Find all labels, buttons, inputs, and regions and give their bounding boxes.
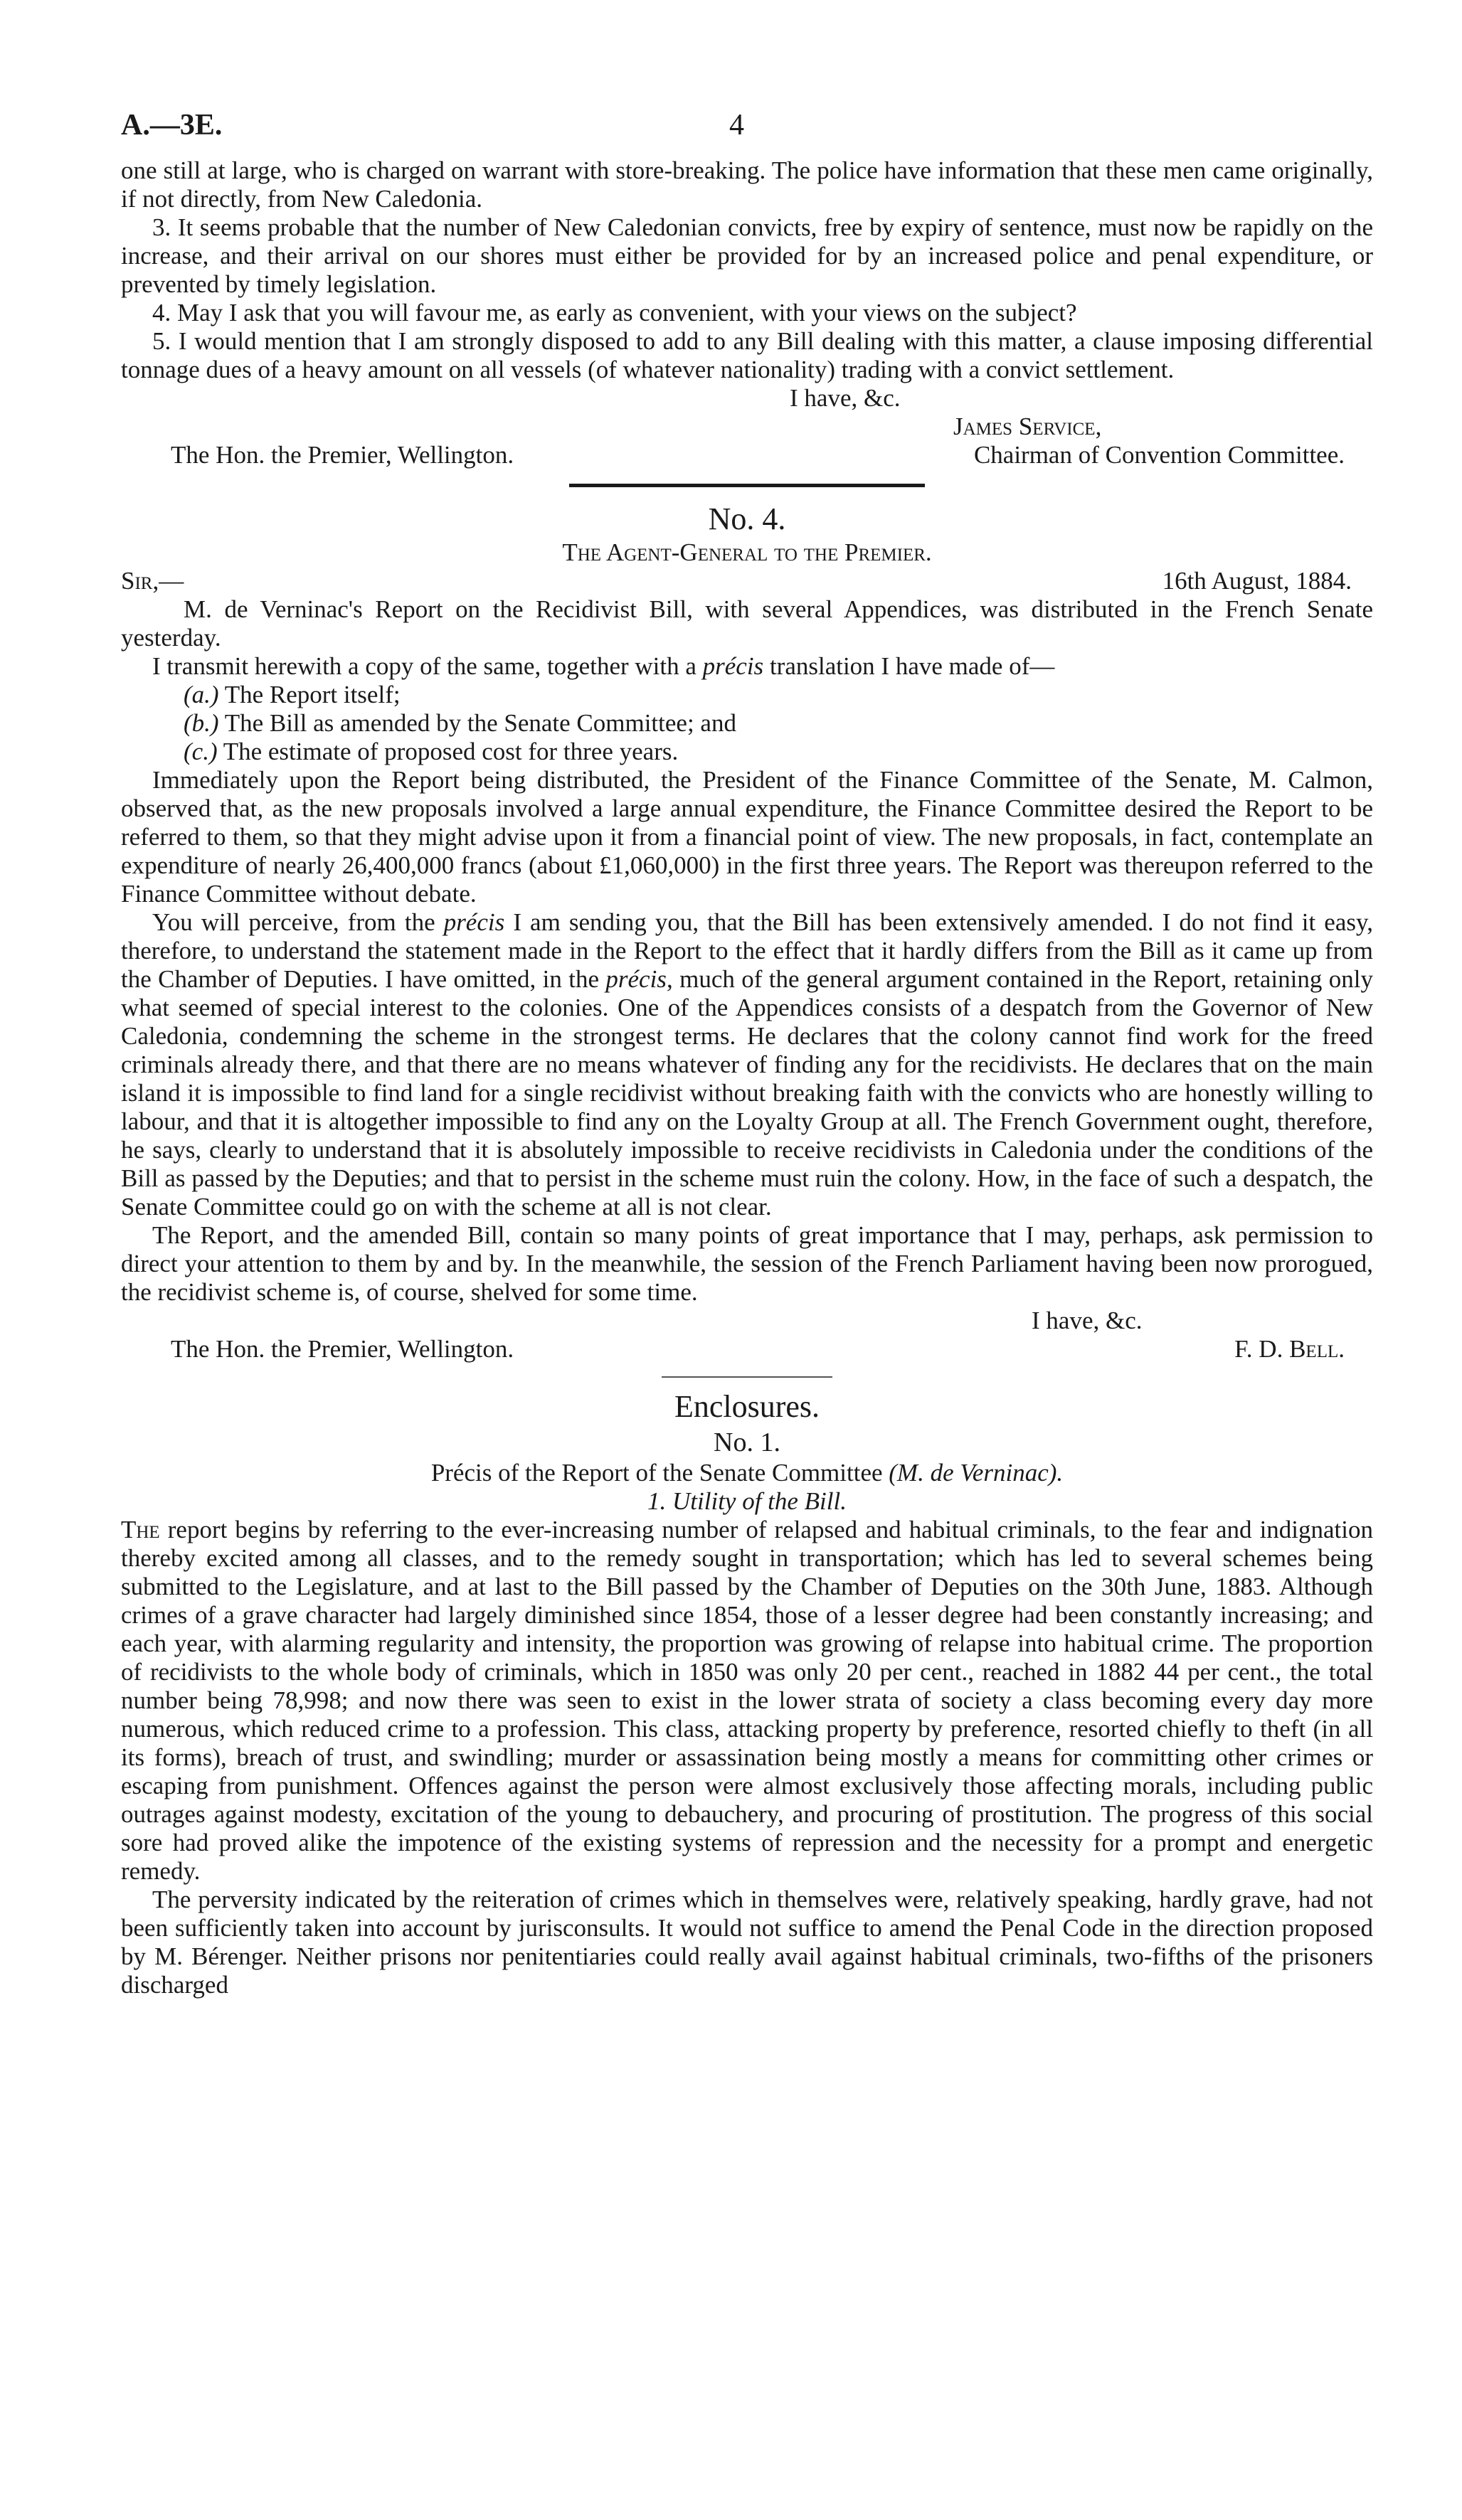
letter-paragraph: 3. It seems probable that the number of New Caledonian convicts, free by expiry of sentence, must now be rapidly on the increase, and their arrival on our shores must either be provided for by an increased police and penal expenditure, or prevented by timely legislation. [121, 213, 1373, 298]
closing: I have, &c. [790, 384, 901, 412]
letter-paragraph: M. de Verninac's Report on the Recidivist Bill, with several Appendices, was distributed in the French Senate yesterday. [121, 595, 1373, 652]
page-header [121, 107, 1373, 156]
addressee: The Hon. the Premier, Wellington. [171, 441, 514, 469]
letter-paragraph: Immediately upon the Report being distributed, the President of the Finance Committee of the Senate, M. Calmon, observed that, as the new proposals involved a large annual expenditure, the Finance Committee desired the Report to be referred to them, so that they might advise upon it from a financial point of view. The new proposals, in fact, contemplate an expenditure of nearly 26,400,000 francs (about £1,060,000) in the first three years. The Report was thereupon referred to the Finance Committee without debate. [121, 766, 1373, 908]
body-paragraph: The report begins by referring to the ever-increasing number of relapsed and habitual criminals, to the fear and indignation thereby excited among all classes, and to the remedy sought in transportation; which has led to several schemes being submitted to the Legislature, and at last to the Bill passed by the Chamber of Deputies on the 30th June, 1883. Although crimes of a grave character had largely diminished since 1854, those of a lesser degree had been constantly increasing; and each year, with alarming regularity and intensity, the proportion was growing of relapse into habitual crime. The proportion of recidivists to the whole body of criminals, which in 1850 was only 20 per cent., reached in 1882 44 per cent., the total number being 78,998; and now there was seen to exist in the lower strata of society a class becoming every day more numerous, which reduced crime to a profession. This class, attacking property by preference, resorted chiefly to theft (in all its forms), breach of trust, and swindling; murder or assassination being mostly a means for committing other crimes or escaping from punishment. Offences against the person were almost exclusively those affecting morals, including public outrages against modesty, excitation of the young to debauchery, and procuring of prostitution. The progress of this social sore had proved alike the impotence of the existing systems of repression and the necessity for a prompt and energetic remedy. [121, 1516, 1373, 1885]
list-item: (c.) The estimate of proposed cost for three years. [184, 738, 679, 765]
page-number: 4 [729, 109, 744, 142]
salutation: Sir,— [121, 567, 184, 595]
letter-paragraph: You will perceive, from the précis I am sending you, that the Bill has been extensively amended. I do not find it easy, therefore, to understand the statement made in the Report to the effect that it hardly differs from the Bill as it came up from the Chamber of Deputies. I have omitted, in the précis, much of the general argument contained in the Report, retaining only what seemed of special interest to the colonies. One of the Appendices consists of a despatch from the Governor of New Caledonia, condemning the scheme in the strongest terms. He declares that the colony cannot find work for the freed criminals already there, and that there are no means whatever of finding any for the recidivists. He declares that on the main island it is impossible to find land for a single recidivist without breaking faith with the convicts who are honestly willing to labour, and that it is altogether impossible to find any on the Loyalty Group at all. The French Government ought, therefore, he says, clearly to understand that it is absolutely impossible to receive recidivists in Caledonia under the conditions of the Bill as passed by the Deputies; and that to persist in the scheme must ruin the colony. How, in the face of such a despatch, the Senate Committee could go on with the scheme at all is not clear. [121, 908, 1373, 1221]
letter-paragraph: The Report, and the amended Bill, contain so many points of great importance that I may, perhaps, ask permission to direct your attention to them by and by. In the meanwhile, the session of the French Parliament having been now prorogued, the recidivist scheme is, of course, shelved for some time. [121, 1221, 1373, 1306]
body-paragraph: The perversity indicated by the reiteration of crimes which in themselves were, relatively speaking, hardly grave, had not been sufficiently taken into account by jurisconsults. It would not suffice to amend the Penal Code in the direction proposed by M. Bérenger. Neither prisons nor penitentiaries could really avail against habitual criminals, two-fifths of the prisoners discharged [121, 1886, 1373, 1999]
closing-row [121, 1307, 1373, 1335]
signatory-name: F. D. Bell. [1234, 1335, 1345, 1363]
letter-paragraph: one still at large, who is charged on warrant with store-breaking. The police have information that these men came originally, if not directly, from New Caledonia. [121, 156, 1373, 213]
letter-from-to: The Agent-General to the Premier. [562, 538, 932, 566]
signatory-row [121, 413, 1373, 441]
addressee: The Hon. the Premier, Wellington. [171, 1335, 514, 1363]
document-page [121, 107, 1373, 1999]
addressee-row [121, 1335, 1373, 1363]
signatory-title: Chairman of Convention Committee. [973, 441, 1345, 469]
letter-paragraph: I transmit herewith a copy of the same, together with a précis translation I have made of— [152, 652, 1055, 680]
section-divider [662, 1376, 832, 1378]
list-item: (a.) The Report itself; [184, 681, 401, 708]
letter-number-heading: No. 4. [708, 501, 786, 536]
addressee-row [121, 441, 1373, 469]
section-heading: 1. Utility of the Bill. [647, 1487, 847, 1515]
salutation-row [121, 567, 1373, 595]
letter-paragraph: 5. I would mention that I am strongly disposed to add to any Bill dealing with this matter, a clause imposing differential tonnage dues of a heavy amount on all vessels (of whatever nationality) trading with a convict settlement. [121, 327, 1373, 383]
letter-date: 16th August, 1884. [1162, 567, 1352, 595]
enclosures-heading: Enclosures. [674, 1389, 820, 1424]
closing: I have, &c. [1032, 1307, 1143, 1334]
document-reference: A.—3E. [121, 109, 223, 142]
letter-paragraph: 4. May I ask that you will favour me, as early as convenient, with your views on the subject? [152, 299, 1077, 326]
enclosure-title: Précis of the Report of the Senate Committee (M. de Verninac). [430, 1459, 1064, 1487]
signatory-name: James Service, [953, 413, 1102, 440]
enclosure-number: No. 1. [714, 1428, 780, 1457]
list-item: (b.) The Bill as amended by the Senate Committee; and [184, 709, 736, 737]
section-divider [569, 484, 925, 487]
closing-row [121, 384, 1373, 413]
